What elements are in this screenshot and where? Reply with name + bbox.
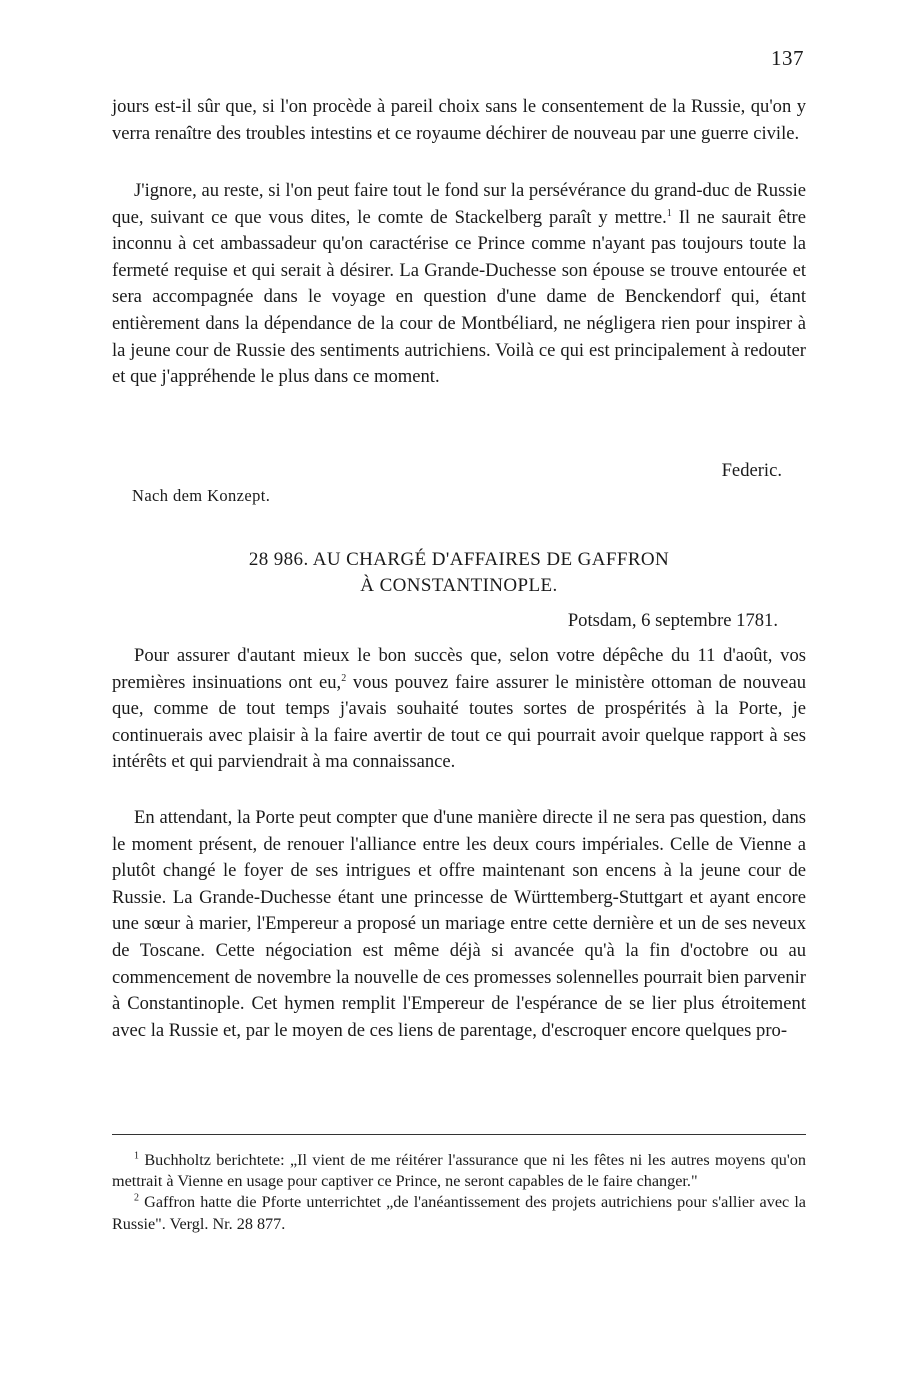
source-note: Nach dem Konzept.	[132, 486, 271, 505]
footnote-2	[112, 1192, 806, 1234]
letter-heading-line-1: 28 986. AU CHARGÉ D'AFFAIRES DE GAFFRON	[248, 549, 670, 570]
paragraph-4-text: En attendant, la Porte peut compter que d'une manière directe il ne sera pas question, dans le moment présent, de renouer l'alliance entre les deux cours impériales. Celle de Vienne a plutôt changé le foyer de ses intrigues et offre maintenant son encens à la jeune cour de Russie. La Grande-Duchesse étant une princesse de Württemberg-Stuttgart et ayant encore une sœur à marier, l'Empereur a proposé un mariage entre cette dernière et un de ses neveux de Toscane. Cette négociation est même déjà si avancée qu'à la fin d'octobre ou au commencement de novembre la nouvelle de ces promesses solennelles pourrait bien parvenir à Constantinople. Cet hymen remplit l'Empereur de l'espérance de se lier plus étroitement avec la Russie et, par le moyen de ces liens de parentage, d'escroquer encore quelques pro-	[112, 807, 806, 1041]
page-number: 137	[771, 46, 804, 70]
footnote-2-text: Gaffron hatte die Pforte unterrichtet „de l'anéantissement des projets autrichiens pour s'allier avec la Russie". Vergl. Nr. 28 877.	[112, 1193, 806, 1233]
footnotes	[112, 1150, 806, 1235]
footnote-1-mark: 1	[134, 1150, 139, 1162]
paragraph-3-text-a: Pour assurer d'autant mieux le bon succès que, selon votre dépêche du 11 d'août, vos premières insinuations ont eu,	[112, 645, 806, 693]
paragraph-3	[112, 643, 806, 776]
signature: Federic.	[721, 460, 782, 481]
carryover-paragraph-text: jours est-il sûr que, si l'on procède à pareil choix sans le consentement de la Russie, qu'on y verra renaître des troubles intestins et ce royaume déchirer de nouveau par une guerre civile.	[112, 96, 806, 144]
letter-heading-line-2: À CONSTANTINOPLE.	[360, 575, 558, 596]
footnote-ref-2[interactable]: 2	[341, 672, 347, 684]
footnote-1-text: Buchholtz berichtete: „Il vient de me réitérer l'assurance que ni les fêtes ni les autres moyens qu'on mettrait à Vienne en usage pour captiver ce Prince, ne seront capables de le faire changer."	[112, 1151, 806, 1191]
paragraph-3-text-b: vous pouvez faire assurer le ministère ottoman de nouveau que, comme de tout temps j'avais souhaité toutes sortes de prospérités à la Porte, je continuerais avec plaisir à la faire avertir de tout ce qui pourrait avoir quelque rapport à ses intérêts et qui parviendrait à ma connaissance.	[112, 671, 806, 773]
dateline: Potsdam, 6 septembre 1781.	[567, 610, 778, 631]
footnote-1	[112, 1150, 806, 1192]
paragraph-4	[112, 805, 806, 1044]
footnote-2-mark: 2	[134, 1193, 139, 1205]
paragraph-2	[112, 178, 806, 391]
footnote-ref-1[interactable]: 1	[666, 207, 672, 219]
paragraph-2-text-a: J'ignore, au reste, si l'on peut faire tout le fond sur la persévérance du grand-duc de Russie que, suivant ce que vous dites, le comte de Stackelberg paraît y mettre.	[112, 180, 806, 228]
paragraph-2-text-b: Il ne saurait être inconnu à cet ambassadeur qu'on caractérise ce Prince comme n'ayant pas toujours toute la fermeté requise et qui serait à désirer. La Grande-Duchesse son épouse se trouve entourée et sera accompagnée dans le voyage en question d'une dame de Benckendorf qui, étant entièrement dans la dépendance de la cour de Montbéliard, ne négligera rien pour inspirer à la jeune cour de Russie des sentiments autrichiens. Voilà ce qui est principalement à redouter et que j'appréhende le plus dans ce moment.	[112, 206, 807, 388]
footnote-divider	[112, 1134, 806, 1135]
carryover-paragraph	[112, 94, 806, 147]
